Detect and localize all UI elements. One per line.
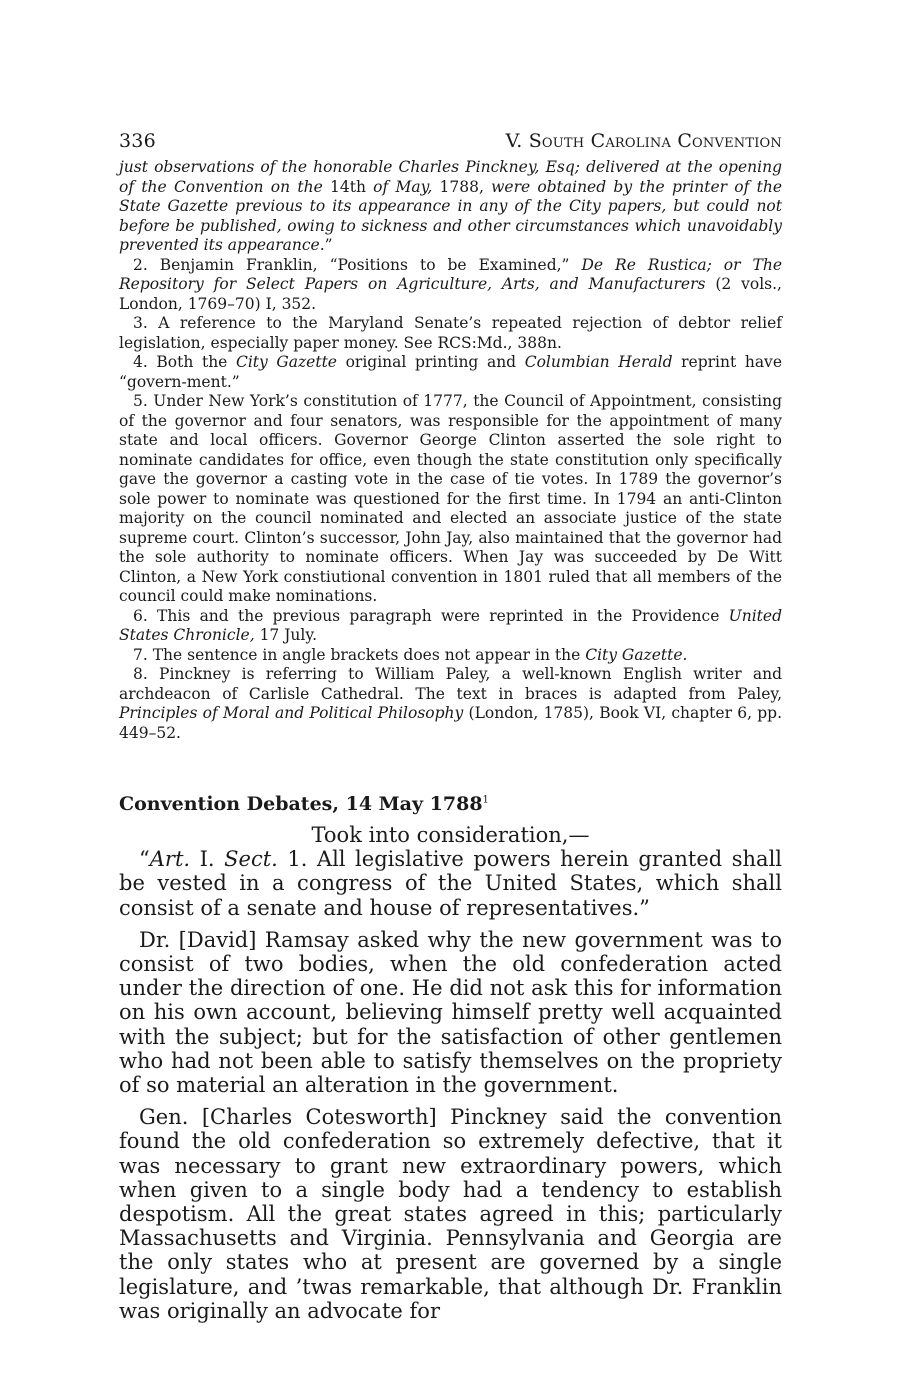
article-quote <box>119 847 782 920</box>
body-text <box>119 823 782 1323</box>
note-text: (2 vols., London, 1769–70) I, 352. <box>119 275 782 313</box>
article-text: 1. All legislative powers herein granted shall be vested in a congress of the United States, which shall consist of a senate and house of representatives.” <box>119 847 782 920</box>
note-text: original printing and <box>336 353 525 371</box>
section-title: Convention Debates, 14 May 1788 <box>119 793 483 815</box>
note-text: 14th <box>330 177 366 196</box>
note-text: 2. Benjamin Franklin, “Positions to be Examined,” <box>133 255 582 274</box>
note-text: ” <box>324 236 333 254</box>
note-text: 7. The sentence in angle brackets does not appear in the <box>133 645 586 664</box>
note-text: 17 July. <box>254 626 317 644</box>
footnote-4 <box>119 353 782 392</box>
note-text-italic: De Re Rustica; or The Repository for Select Papers on Agriculture, Arts, and Manufacturers <box>119 255 782 293</box>
note-text: 1788, <box>439 177 484 196</box>
document-page <box>119 130 782 1323</box>
note-text-italic: United States Chronicle, <box>119 606 782 644</box>
paragraph-pinckney: Gen. [Charles Cotesworth] Pinckney said the convention found the old confederation so extremely defective, that it was necessary to grant new extraordinary powers, which when given to a single body had a tendency to establish despotism. All the great states agreed in this; particularly Massachusetts and Virginia. Pennsylvania and Georgia are the only states who at present are governed by a single legislature, and ’twas remarkable, that although Dr. Franklin was originally an advocate for <box>119 1105 782 1323</box>
footnote-5: 5. Under New York’s constitution of 1777, the Council of Appointment, consisting of the governor and four senators, was responsible for the appointment of many state and local officers. Governor George Clinton asserted the sole right to nominate candidates for office, even though the state constitution only specifically gave the governor a casting vote in the case of tie votes. In 1789 the governor’s sole power to nominate was questioned for the first time. In 1794 an anti-Clinton majority on the council nominated and elected an associate justice of the state supreme court. Clinton’s successor, John Jay, also maintained that the governor had the sole authority to nominate officers. When Jay was succeeded by De Witt Clinton, a New York constiutional convention in 1801 ruled that all members of the council could make nominations. <box>119 392 782 605</box>
note-text-italic: Principles of Moral and Political Philosophy <box>119 704 464 722</box>
note-text: 6. This and the previous paragraph were reprinted in the Providence <box>133 606 729 625</box>
note-text-italic: City Gazette <box>235 353 337 371</box>
article-label: Art. <box>149 847 191 872</box>
note-text: 4. Both the <box>133 353 236 371</box>
footnote-8 <box>119 665 782 743</box>
quote-open: “ <box>139 847 150 872</box>
running-title: V. South Carolina Convention <box>505 130 782 152</box>
section-label: Sect. <box>224 847 278 872</box>
section-heading <box>119 793 782 815</box>
note-text: reprint have “govern-ment.” <box>119 353 782 391</box>
article-number: I. <box>190 847 225 872</box>
footnote-ref: 1 <box>482 794 489 806</box>
footnote-7 <box>119 646 782 666</box>
footnote-2 <box>119 256 782 315</box>
footnote-6 <box>119 607 782 646</box>
intro-line: Took into consideration,— <box>311 823 590 847</box>
running-head <box>119 130 782 152</box>
note-text-italic: Columbian Herald <box>524 353 673 371</box>
paragraph-ramsay: Dr. [David] Ramsay asked why the new government was to consist of two bodies, when the old confederation acted under the direction of one. He did not ask this for information on his own account, believing himself pretty well acquainted with the subject; but for the satisfaction of other gentlemen who had not been able to satisfy themselves on the propriety of so material an alteration in the government. <box>119 927 782 1098</box>
note-text-italic: of May, <box>365 177 440 196</box>
note-text-italic: City Gazette. <box>585 645 688 664</box>
footnote-3: 3. A reference to the Maryland Senate’s repeated rejection of debtor relief legislation, especially paper money. See RCS:Md., 388n. <box>119 314 782 352</box>
note-text: 8. Pinckney is referring to William Paley, a well-known English writer and archdeacon of Carlisle Cathedral. The text in braces is adapted from Paley, <box>119 665 782 703</box>
footnotes <box>119 158 782 743</box>
note-text-italic: just observations of the honorable Charles Pinckney, Esq; delivered at the opening of the Convention on the <box>119 158 782 196</box>
note-text-italic: were obtained by the printer of the State Gazette previous to its appearance in any of the City papers, but could not before be published, owing to sickness and other circumstances which unavoidably prevented its appearance. <box>119 177 783 254</box>
footnote-1-continued <box>119 158 782 256</box>
note-text: (London, 1785), Book VI, chapter 6, pp. 449–52. <box>119 704 782 742</box>
page-number: 336 <box>119 130 156 152</box>
